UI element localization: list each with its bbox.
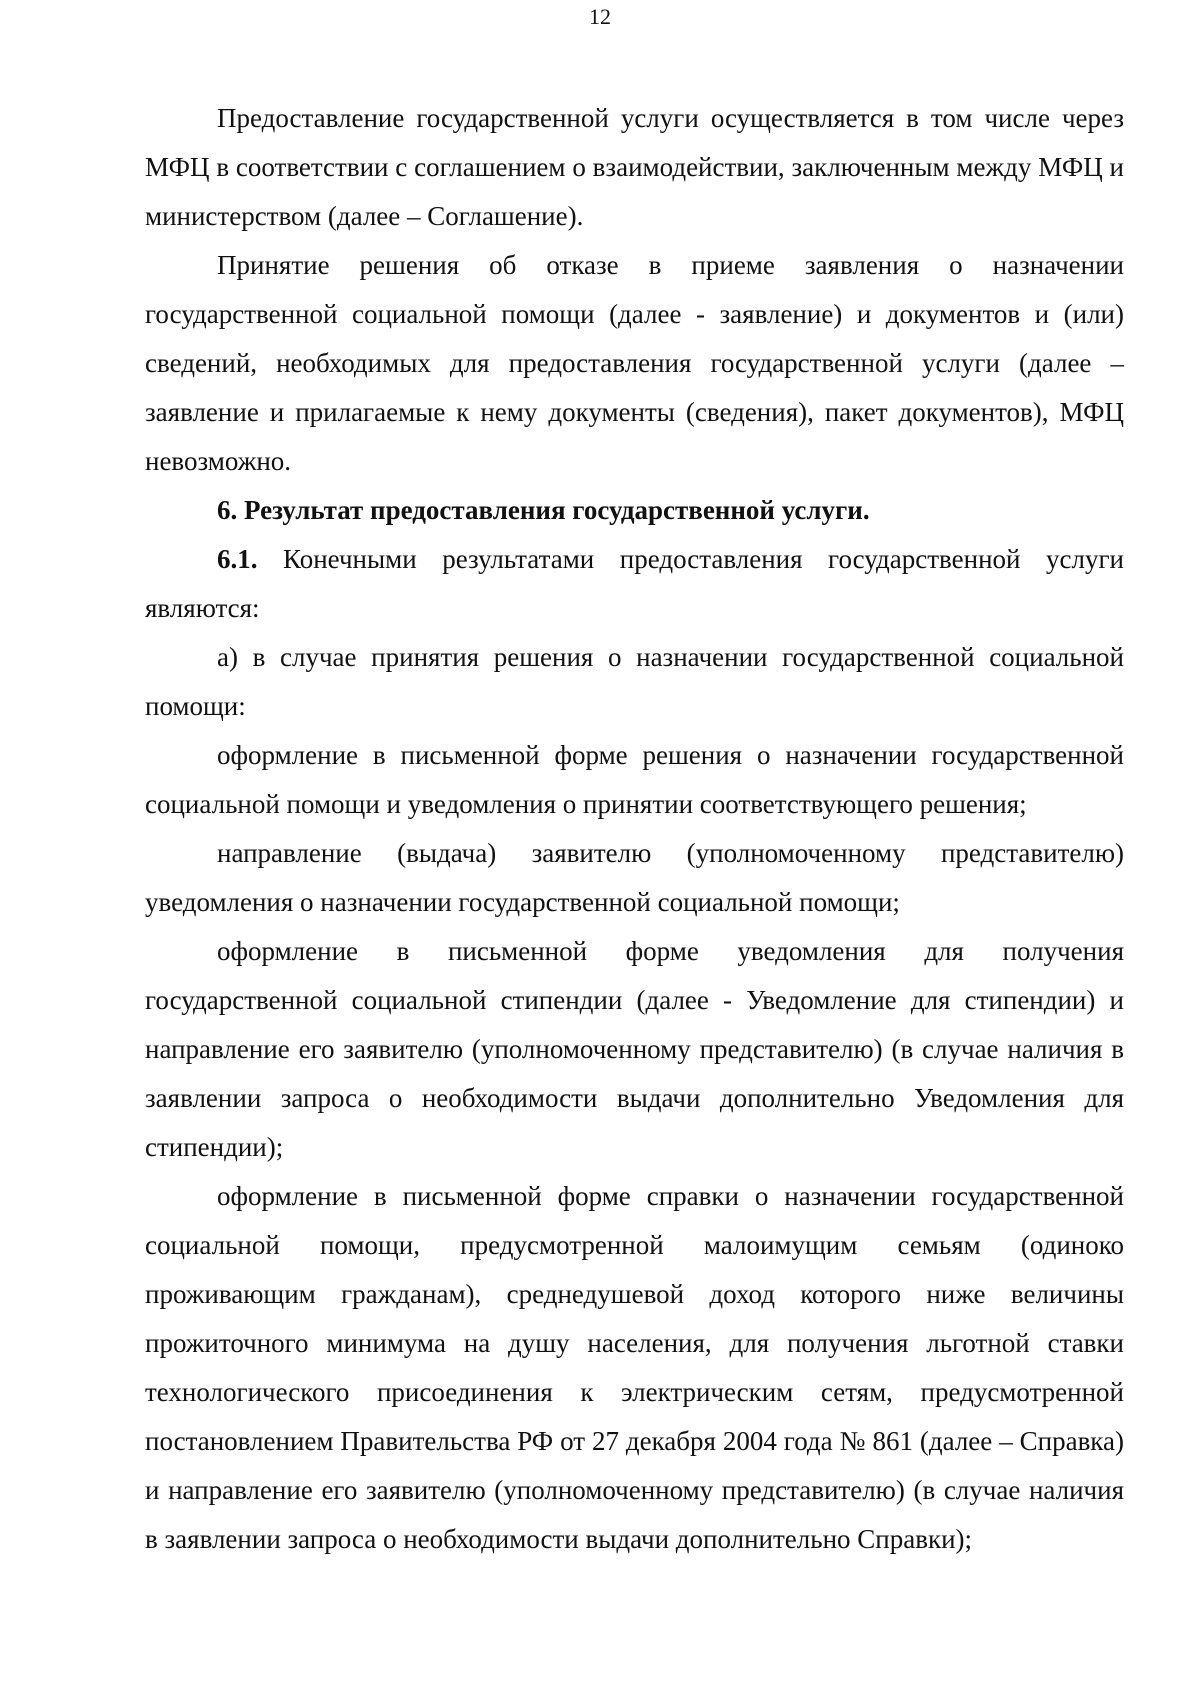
- paragraph-written-decision: оформление в письменной форме решения о назначении государственной социальной помощи и уведомления о принятии соответствующего решения;: [145, 740, 1124, 819]
- clause-text-6-1: Конечными результатами предоставления государственной услуги являются:: [145, 544, 1124, 623]
- document-body: [145, 94, 1124, 1564]
- paragraph-scholarship-notice: оформление в письменной форме уведомления для получения государственной социальной стипендии (далее - Уведомление для стипендии) и направление его заявителю (уполномоченному представителю) (в случае наличия в заявлении запроса о необходимости выдачи дополнительно Уведомления для стипендии);: [145, 936, 1124, 1162]
- paragraph-certificate: оформление в письменной форме справки о назначении государственной социальной помощи, предусмотренной малоимущим семьям (одиноко проживающим гражданам), среднедушевой доход которого ниже величины прожиточного минимума на душу населения, для получения льготной ставки технологического присоединения к электрическим сетям, предусмотренной постановлением Правительства РФ от 27 декабря 2004 года № 861 (далее – Справка) и направление его заявителю (уполномоченному представителю) (в случае наличия в заявлении запроса о необходимости выдачи дополнительно Справки);: [145, 1181, 1124, 1554]
- paragraph-mfc-provision: Предоставление государственной услуги осуществляется в том числе через МФЦ в соответствии с соглашением о взаимодействии, заключенным между МФЦ и министерством (далее – Соглашение).: [145, 103, 1124, 231]
- page-number: 12: [589, 4, 611, 29]
- paragraph-notification-delivery: направление (выдача) заявителю (уполномоченному представителю) уведомления о назначении государственной социальной помощи;: [145, 838, 1124, 917]
- paragraph-case-a: а) в случае принятия решения о назначении государственной социальной помощи:: [145, 642, 1124, 721]
- section-heading-6: 6. Результат предоставления государственной услуги.: [217, 495, 870, 525]
- clause-number-6-1: 6.1.: [217, 544, 258, 574]
- paragraph-6-1: [145, 535, 1124, 633]
- paragraph-refusal-impossible: Принятие решения об отказе в приеме заявления о назначении государственной социальной помощи (далее - заявление) и документов и (или) сведений, необходимых для предоставления государственной услуги (далее – заявление и прилагаемые к нему документы (сведения), пакет документов), МФЦ невозможно.: [145, 250, 1124, 476]
